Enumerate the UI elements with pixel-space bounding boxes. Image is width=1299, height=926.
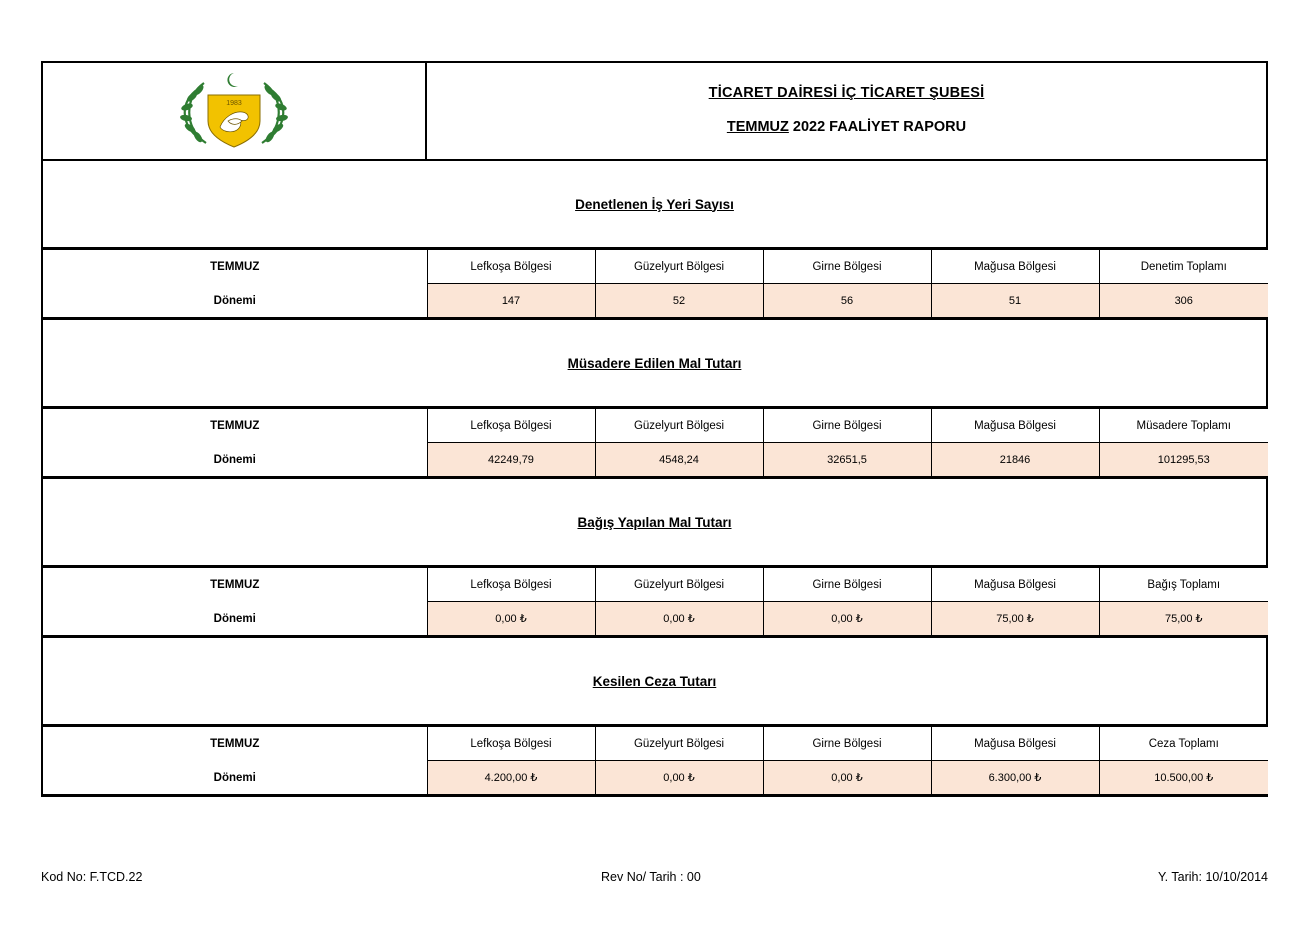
period-sub-label: Dönemi [213,294,256,307]
section-table [43,408,1268,477]
section-table [43,567,1268,636]
report-month: TEMMUZ [726,119,789,135]
section-title-text: Müsadere Edilen Mal Tutarı [567,355,742,371]
col-header-lefkosa: Lefkoşa Bölgesi [427,409,595,443]
period-label: TEMMUZ [210,260,260,273]
period-label: TEMMUZ [210,737,260,750]
value-girne: 32651,5 [763,443,931,477]
col-header-girne: Girne Bölgesi [763,727,931,761]
value-magusa: 51 [931,284,1099,318]
section-title-text: Kesilen Ceza Tutarı [592,673,717,689]
col-header-girne: Girne Bölgesi [763,568,931,602]
section-title-text: Bağış Yapılan Mal Tutarı [577,514,732,530]
section-ceza [43,638,1266,795]
period-cell [43,250,427,318]
table-header-row [43,409,1268,443]
emblem-year-text: 1983 [226,100,242,107]
col-header-guzelyurt: Güzelyurt Bölgesi [595,409,763,443]
value-magusa: 75,00 ₺ [931,602,1099,636]
kktc-emblem-icon [168,69,300,153]
col-header-magusa: Mağusa Bölgesi [931,727,1099,761]
value-lefkosa: 42249,79 [427,443,595,477]
period-cell [43,727,427,795]
section-title [43,479,1266,567]
col-header-girne: Girne Bölgesi [763,250,931,284]
section-title [43,320,1266,408]
section-title [43,161,1266,249]
col-header-guzelyurt: Güzelyurt Bölgesi [595,568,763,602]
col-header-lefkosa: Lefkoşa Bölgesi [427,568,595,602]
value-girne: 0,00 ₺ [763,602,931,636]
emblem-cell [43,63,427,159]
section-musadere [43,320,1266,479]
col-header-lefkosa: Lefkoşa Bölgesi [427,727,595,761]
col-header-total: Bağış Toplamı [1099,568,1268,602]
period-cell [43,568,427,636]
report-header [43,63,1266,161]
value-guzelyurt: 0,00 ₺ [595,761,763,795]
value-lefkosa: 0,00 ₺ [427,602,595,636]
col-header-magusa: Mağusa Bölgesi [931,568,1099,602]
col-header-total: Denetim Toplamı [1099,250,1268,284]
section-title-text: Denetlenen İş Yeri Sayısı [575,196,734,212]
table-header-row [43,250,1268,284]
col-header-lefkosa: Lefkoşa Bölgesi [427,250,595,284]
footer-date: Y. Tarih: 10/10/2014 [1157,870,1268,884]
value-magusa: 21846 [931,443,1099,477]
col-header-magusa: Mağusa Bölgesi [931,250,1099,284]
section-bagis [43,479,1266,638]
value-girne: 56 [763,284,931,318]
value-lefkosa: 4.200,00 ₺ [427,761,595,795]
value-magusa: 6.300,00 ₺ [931,761,1099,795]
col-header-guzelyurt: Güzelyurt Bölgesi [595,250,763,284]
period-sub-label: Dönemi [213,612,256,625]
period-label: TEMMUZ [210,578,260,591]
section-title [43,638,1266,726]
section-table [43,726,1268,795]
col-header-girne: Girne Bölgesi [763,409,931,443]
section-denetlenen [43,161,1266,320]
period-sub-label: Dönemi [213,771,256,784]
activity-report-table [41,61,1268,797]
report-subtitle-rest: 2022 FAALİYET RAPORU [792,119,967,135]
col-header-magusa: Mağusa Bölgesi [931,409,1099,443]
col-header-guzelyurt: Güzelyurt Bölgesi [595,727,763,761]
value-total: 306 [1099,284,1268,318]
period-sub-label: Dönemi [213,453,256,466]
value-lefkosa: 147 [427,284,595,318]
value-total: 75,00 ₺ [1099,602,1268,636]
value-total: 101295,53 [1099,443,1268,477]
header-titles [427,63,1266,159]
section-table [43,249,1268,318]
value-guzelyurt: 0,00 ₺ [595,602,763,636]
footer-code: Kod No: F.TCD.22 [41,870,143,884]
table-header-row [43,568,1268,602]
value-girne: 0,00 ₺ [763,761,931,795]
col-header-total: Müsadere Toplamı [1099,409,1268,443]
document-footer [41,870,1268,894]
period-cell [43,409,427,477]
page-title: TİCARET DAİRESİ İÇ TİCARET ŞUBESİ [708,85,985,101]
report-subtitle [727,119,966,135]
value-total: 10.500,00 ₺ [1099,761,1268,795]
period-label: TEMMUZ [210,419,260,432]
col-header-total: Ceza Toplamı [1099,727,1268,761]
table-header-row [43,727,1268,761]
footer-revision: Rev No/ Tarih : 00 [601,870,701,884]
value-guzelyurt: 4548,24 [595,443,763,477]
value-guzelyurt: 52 [595,284,763,318]
